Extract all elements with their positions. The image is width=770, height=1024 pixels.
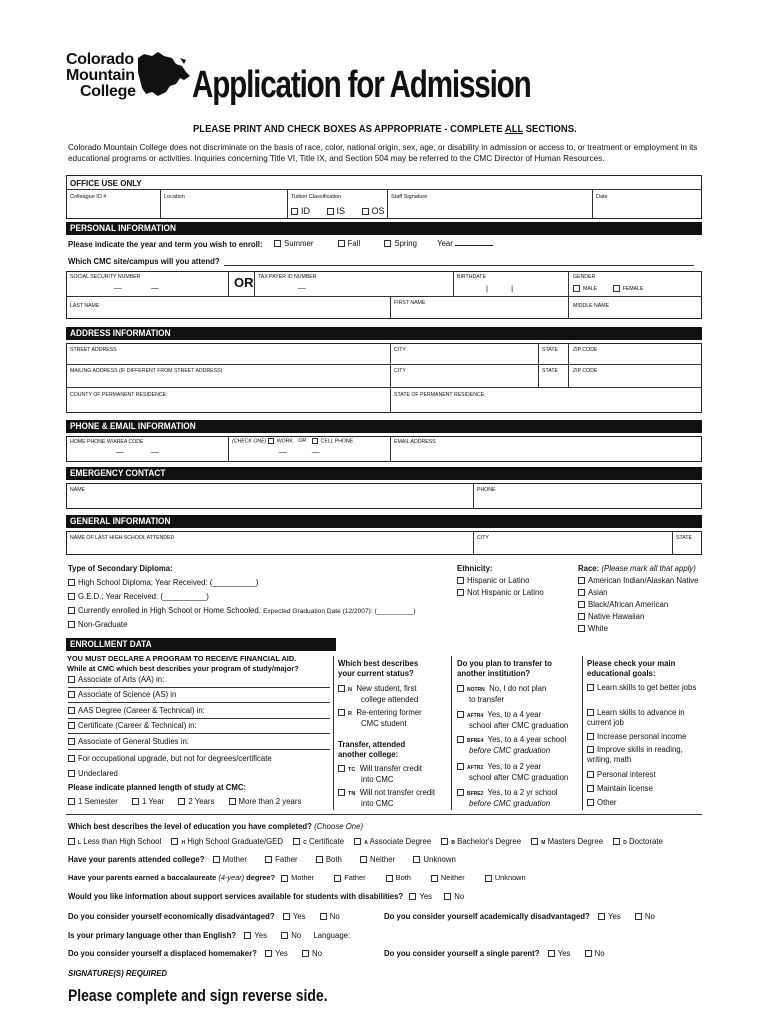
plan-bfre2: BFRE2 Yes, to a 2 yr school before CMC graduation: [457, 788, 558, 809]
program-item: For occupational upgrade, but not for degrees/certificate: [68, 754, 272, 763]
bacc-checkbox[interactable]: [431, 875, 438, 882]
goal-item: Learn skills to advance in current job: [587, 708, 685, 727]
logo-line-3: College: [80, 83, 136, 100]
plan-bfre4: BFRE4 Yes, to a 4 year school before CMC graduation: [457, 735, 566, 756]
goal-item: Increase personal income: [587, 732, 686, 741]
subtitle-all: ALL: [504, 123, 524, 135]
program-checkbox[interactable]: [68, 738, 75, 745]
edu-checkbox[interactable]: [354, 838, 361, 845]
date-label: Date: [596, 194, 608, 200]
acad-yes-checkbox[interactable]: [598, 913, 605, 920]
taxid-dash: —: [298, 283, 306, 292]
id-checkbox[interactable]: [291, 208, 298, 215]
ethnicity-hisp: Hispanic or Latino: [457, 576, 529, 585]
mailing-zip-label: ZIP CODE: [573, 368, 598, 374]
status-tc: TC Will transfer credit into CMC: [338, 764, 422, 785]
edu-checkbox[interactable]: [441, 838, 448, 845]
single-yes-checkbox[interactable]: [548, 950, 555, 957]
status-n: N New student, first college attended: [338, 684, 418, 705]
location-label: Location: [164, 194, 185, 200]
disability-yes-checkbox[interactable]: [409, 893, 416, 900]
last-name-label: LAST NAME: [70, 303, 100, 309]
colleague-id-label: Colleague ID #: [70, 194, 107, 200]
plan-aftr4: AFTR4 Yes, to a 4 year school after CMC graduation: [457, 710, 568, 731]
cell-checkbox[interactable]: [312, 438, 318, 444]
lang-yes-checkbox[interactable]: [244, 932, 251, 939]
male-label: MALE: [583, 285, 598, 292]
email-label: EMAIL ADDRESS: [394, 439, 436, 445]
status-tn: TN Will not transfer credit into CMC: [338, 788, 435, 809]
work-cell-options: [232, 438, 353, 444]
address-grid: [66, 343, 702, 413]
id-label: ID: [301, 206, 310, 216]
single-no-checkbox[interactable]: [585, 950, 592, 957]
os-checkbox[interactable]: [362, 208, 369, 215]
no-transfer-checkbox[interactable]: [457, 685, 464, 692]
hs-checkbox[interactable]: [68, 579, 75, 586]
spring-label: Spring: [394, 239, 417, 248]
bacc-checkbox[interactable]: [334, 875, 341, 882]
disclaimer: Colorado Mountain College does not discriminate on the basis of race, color, national origin, sex, age, or disability in admission or access to, or treatment or employment in its educational programs or activities. Inquiries concerning Title VI, Title IX, and Section 504 may be referred to the CMC Director of Human Resources.: [68, 143, 698, 163]
state-perm-label: STATE OF PERMANENT RESIDENCE:: [394, 392, 486, 398]
length-checkbox[interactable]: [68, 798, 75, 805]
or-label: OR: [234, 275, 254, 290]
edu-checkbox[interactable]: [68, 838, 75, 845]
subtitle-pre: PLEASE PRINT AND CHECK BOXES AS APPROPRIATE - COMPLETE: [193, 123, 505, 135]
program-item: Undeclared: [68, 769, 118, 778]
goal-item: Other: [587, 798, 617, 807]
enroll-heading: ENROLLMENT DATA: [66, 638, 336, 651]
parents-checkbox[interactable]: [360, 856, 367, 863]
is-label: IS: [336, 206, 346, 216]
mailing-label: MAILING ADDRESS (IF DIFFERENT FROM STREET ADDRESS): [70, 368, 223, 374]
acad-row: Do you consider yourself academically disadvantaged? Yes No: [384, 912, 655, 921]
reentering-checkbox[interactable]: [338, 709, 345, 716]
subtitle-post: SECTIONS.: [523, 123, 577, 135]
street-label: STREET ADDRESS: [70, 347, 117, 353]
transfer-credit-checkbox[interactable]: [338, 765, 345, 772]
logo-line-2: Mountain: [66, 67, 135, 84]
race-checkbox[interactable]: [578, 589, 585, 596]
parents-checkbox[interactable]: [316, 856, 323, 863]
footer-note: Please complete and sign reverse side.: [68, 986, 328, 1005]
home-phone-dashes: — —: [116, 447, 159, 456]
education-options: L Less than High School H High School Graduate/GED C Certificate A Associate Degree B Bachelor's Degree M Masters Degree D Doctorate: [68, 837, 663, 846]
year-term-label: Please indicate the year and term you wish to enroll:: [68, 240, 263, 249]
race-heading: Race: (Please mark all that apply): [578, 564, 696, 573]
race-item: Black/African American: [578, 600, 668, 609]
new-student-checkbox[interactable]: [338, 685, 345, 692]
diploma-current: Currently enrolled in High School or Home Schooled. Expected Graduation Date (12/2007): (__________): [68, 606, 416, 615]
cell-phone-dashes: — —: [279, 447, 320, 456]
signature-required: SIGNATURE(S) REQUIRED: [68, 969, 168, 978]
female-label: FEMALE: [622, 285, 644, 292]
aftr2-checkbox[interactable]: [457, 763, 464, 770]
zip-label: ZIP CODE: [573, 347, 598, 353]
year-field[interactable]: [455, 245, 493, 246]
enroll-program-q: While at CMC which best describes your program of study/major?: [67, 664, 299, 673]
goal-item: Learn skills to get better jobs: [587, 683, 699, 693]
first-name-label: FIRST NAME: [394, 300, 426, 306]
personal-heading: PERSONAL INFORMATION: [66, 222, 702, 235]
cell-label: CELL PHONE: [320, 438, 354, 445]
race-item: White: [578, 624, 608, 633]
program-item: Associate of General Studies in:: [68, 737, 189, 746]
goal-checkbox[interactable]: [587, 709, 594, 716]
taxid-label: TAX PAYER ID NUMBER: [258, 274, 317, 280]
length-checkbox[interactable]: [178, 798, 185, 805]
length-checkbox[interactable]: [229, 798, 236, 805]
spring-checkbox[interactable]: [384, 240, 391, 247]
length-options: 1 Semester 1 Year 2 Years More than 2 years: [68, 797, 301, 806]
phone-heading: PHONE & EMAIL INFORMATION: [66, 420, 702, 433]
program-checkbox[interactable]: [68, 722, 75, 729]
general-heading: GENERAL INFORMATION: [66, 515, 702, 528]
birthdate-label: BIRTHDATE: [457, 274, 486, 280]
plan-heading: Do you plan to transfer to another institution?: [457, 659, 552, 678]
phone-grid: [66, 436, 702, 462]
length-checkbox[interactable]: [132, 798, 139, 805]
bfre2-checkbox[interactable]: [457, 789, 464, 796]
bfre4-checkbox[interactable]: [457, 736, 464, 743]
female-checkbox[interactable]: [613, 285, 620, 292]
county-label: COUNTY OF PERMANENT RESIDENCE:: [70, 392, 168, 398]
emergency-grid: [66, 483, 702, 509]
address-heading: ADDRESS INFORMATION: [66, 327, 702, 340]
goal-checkbox[interactable]: [587, 684, 594, 691]
check-one-label: (CHECK ONE): [232, 438, 267, 445]
staff-signature-label: Staff Signature: [391, 194, 428, 200]
goal-item: Improve skills in reading, writing, math: [587, 745, 683, 764]
hispanic-checkbox[interactable]: [457, 577, 464, 584]
gender-label: GENDER: [573, 274, 596, 280]
parents-row: Have your parents attended college? Mother Father Both Neither Unknown: [68, 855, 456, 864]
econ-no-checkbox[interactable]: [320, 913, 327, 920]
program-item: Certificate (Career & Technical) in:: [68, 721, 197, 730]
bacc-checkbox[interactable]: [485, 875, 492, 882]
office-heading: OFFICE USE ONLY: [70, 179, 142, 188]
term-options: [274, 239, 493, 248]
ged-checkbox[interactable]: [68, 593, 75, 600]
personal-grid: [66, 271, 702, 319]
length-label: Please indicate planned length of study at CMC:: [68, 783, 247, 792]
goal-checkbox[interactable]: [587, 746, 594, 753]
transfer-heading: Transfer, attended another college:: [338, 740, 406, 759]
gender-options: [573, 285, 643, 292]
bacc-checkbox[interactable]: [386, 875, 393, 882]
ssn-label: SOCIAL SECURITY NUMBER: [70, 274, 141, 280]
disability-no-checkbox[interactable]: [444, 893, 451, 900]
ssn-dashes: — —: [114, 283, 159, 292]
education-question: Which best describes the level of education you have completed? (Choose One): [68, 822, 364, 831]
home-phone-label: HOME PHONE W/AREA CODE: [70, 439, 144, 445]
not-hispanic-checkbox[interactable]: [457, 589, 464, 596]
fall-label: Fall: [347, 239, 361, 248]
goals-heading: Please check your main educational goals:: [587, 659, 676, 678]
is-checkbox[interactable]: [327, 208, 334, 215]
status-heading: Which best describes your current status?: [338, 659, 419, 678]
disability-row: Would you like information about support services available for students with disabilities? Yes No: [68, 892, 465, 901]
race-checkbox[interactable]: [578, 613, 585, 620]
status-r: R Re-entering former CMC student: [338, 708, 422, 729]
edu-checkbox[interactable]: [613, 838, 620, 845]
emergency-phone-label: PHONE: [477, 487, 496, 493]
homemaker-row: Do you consider yourself a displaced homemaker? Yes No: [68, 949, 322, 958]
mailing-state-label: STATE: [542, 368, 558, 374]
logo-line-1: Colorado: [66, 51, 134, 68]
birthdate-dividers: | |: [486, 284, 514, 293]
homemaker-yes-checkbox[interactable]: [265, 950, 272, 957]
school-state-label: STATE: [676, 535, 692, 541]
program-item: Associate of Arts (AA) in:: [68, 675, 164, 684]
page-title: Application for Admission: [192, 64, 531, 106]
goal-checkbox[interactable]: [587, 799, 594, 806]
colorado-map-icon: [136, 50, 194, 102]
econ-yes-checkbox[interactable]: [283, 913, 290, 920]
single-parent-row: Do you consider yourself a single parent? Yes No: [384, 949, 605, 958]
os-label: OS: [371, 206, 385, 216]
edu-checkbox[interactable]: [171, 838, 178, 845]
edu-checkbox[interactable]: [531, 838, 538, 845]
fall-checkbox[interactable]: [338, 240, 345, 247]
parents-checkbox[interactable]: [265, 856, 272, 863]
program-item: Associate of Science (AS) in: [68, 690, 176, 699]
plan-aftr2: AFTR2 Yes, to a 2 year school after CMC graduation: [457, 762, 568, 783]
emergency-heading: EMERGENCY CONTACT: [66, 467, 702, 480]
program-checkbox[interactable]: [68, 691, 75, 698]
diploma-ged: G.E.D.; Year Received: (__________): [68, 592, 209, 601]
plan-notrn: NOTRN No, I do not plan to transfer: [457, 684, 546, 705]
subtitle: [193, 123, 577, 135]
emergency-name-label: NAME: [70, 487, 85, 493]
race-item: Native Hawaiian: [578, 612, 644, 621]
program-checkbox[interactable]: [68, 707, 75, 714]
program-checkbox[interactable]: [68, 676, 75, 683]
goal-item: Maintain license: [587, 784, 653, 793]
program-checkbox[interactable]: [68, 755, 75, 762]
race-item: American Indian/Alaskan Native: [578, 576, 699, 585]
aftr4-checkbox[interactable]: [457, 711, 464, 718]
diploma-heading: Type of Secondary Diploma:: [68, 564, 173, 573]
bacc-checkbox[interactable]: [281, 875, 288, 882]
language-row: Is your primary language other than English? Yes No Language:: [68, 931, 351, 940]
program-item: AAS Degree (Career & Technical) in:: [68, 706, 205, 715]
summer-checkbox[interactable]: [274, 240, 281, 247]
bacc-row: Have your parents earned a baccalaureate (4-year) degree? Mother Father Both Neither Unknown: [68, 873, 526, 882]
diploma-non: Non-Graduate: [68, 620, 127, 629]
econ-row: Do you consider yourself economically disadvantaged? Yes No: [68, 912, 340, 921]
homemaker-no-checkbox[interactable]: [302, 950, 309, 957]
goal-checkbox[interactable]: [587, 733, 594, 740]
non-grad-checkbox[interactable]: [68, 621, 75, 628]
race-checkbox[interactable]: [578, 625, 585, 632]
race-checkbox[interactable]: [578, 577, 585, 584]
goal-checkbox[interactable]: [587, 785, 594, 792]
work-label: WORK: [276, 438, 293, 445]
or-small-label: OR: [298, 438, 307, 445]
goal-item: Personal interest: [587, 770, 656, 779]
enroll-must: YOU MUST DECLARE A PROGRAM TO RECEIVE FINANCIAL AID.: [67, 654, 297, 663]
year-label: Year: [437, 239, 453, 248]
school-city-label: CITY: [477, 535, 489, 541]
program-checkbox[interactable]: [68, 770, 75, 777]
tuition-label: Tuition Classification: [291, 194, 342, 200]
diploma-hs: High School Diploma; Year Received: (__________): [68, 578, 258, 587]
acad-no-checkbox[interactable]: [635, 913, 642, 920]
parents-checkbox[interactable]: [413, 856, 420, 863]
race-checkbox[interactable]: [578, 601, 585, 608]
lang-no-checkbox[interactable]: [281, 932, 288, 939]
goal-checkbox[interactable]: [587, 771, 594, 778]
school-label: NAME OF LAST HIGH SCHOOL ATTENDED: [70, 535, 175, 541]
no-transfer-credit-checkbox[interactable]: [338, 789, 345, 796]
edu-checkbox[interactable]: [293, 838, 300, 845]
parents-checkbox[interactable]: [213, 856, 220, 863]
site-label: Which CMC site/campus will you attend?: [68, 257, 220, 266]
race-item: Asian: [578, 588, 608, 597]
logo: [66, 52, 138, 100]
male-checkbox[interactable]: [573, 285, 580, 292]
city-label: CITY: [394, 347, 406, 353]
summer-label: Summer: [284, 239, 314, 248]
current-checkbox[interactable]: [68, 607, 75, 614]
mailing-city-label: CITY: [394, 368, 406, 374]
tuition-options: [291, 206, 385, 216]
ethnicity-nothisp: Not Hispanic or Latino: [457, 588, 544, 597]
middle-name-label: MIDDLE NAME: [573, 303, 610, 309]
state-label: STATE: [542, 347, 558, 353]
work-checkbox[interactable]: [268, 438, 274, 444]
ethnicity-heading: Ethnicity:: [457, 564, 493, 573]
